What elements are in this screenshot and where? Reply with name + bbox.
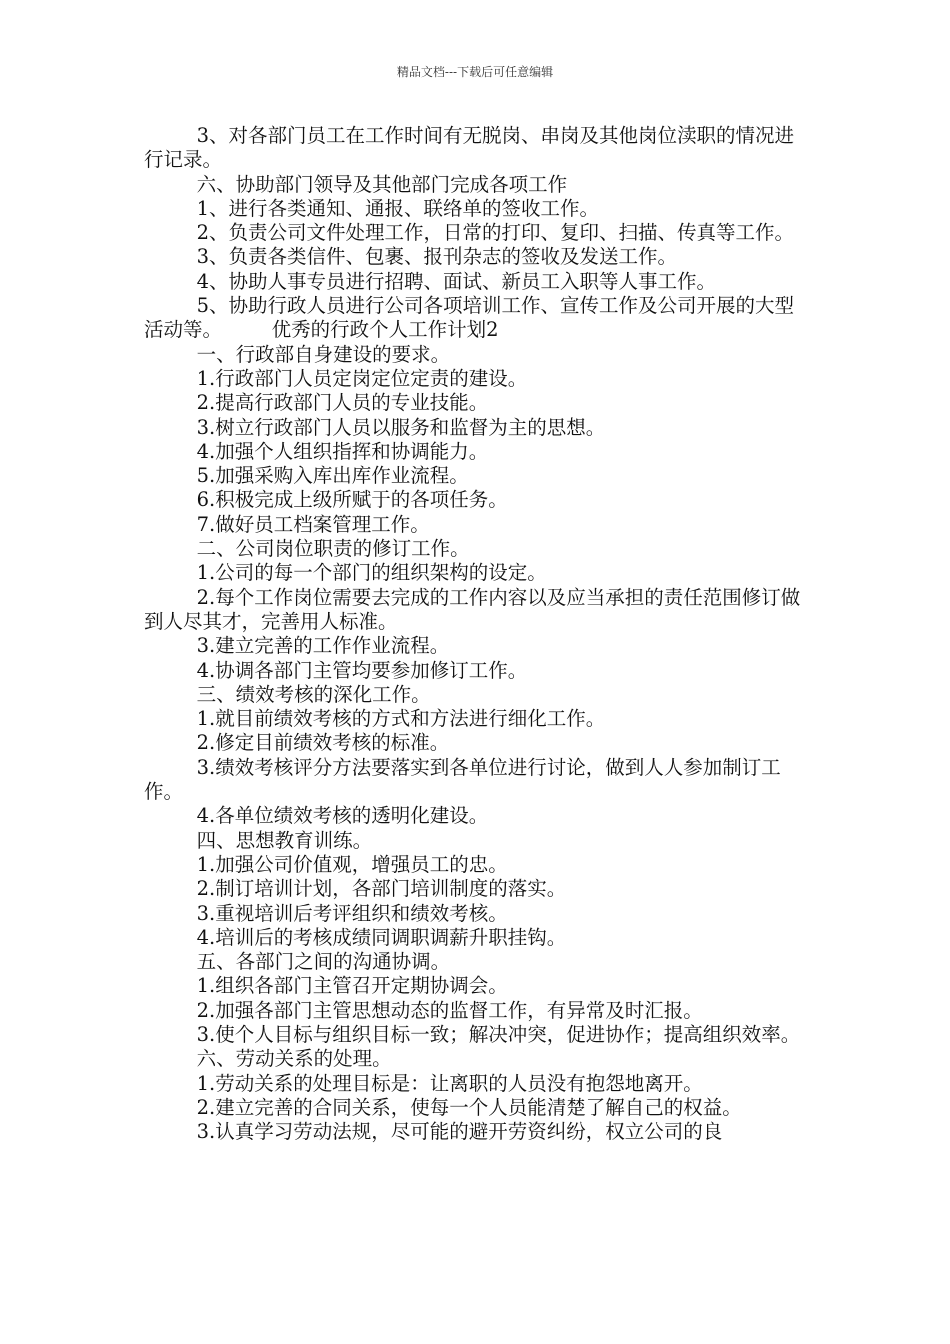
list-item: 1.组织各部门主管召开定期协调会。 bbox=[196, 974, 508, 998]
paragraph: 5、协助行政人员进行公司各项培训工作、宣传工作及公司开展的大型活动等。 优秀的行政个人工作计划2 bbox=[144, 294, 795, 342]
list-item: 2.制订培训计划，各部门培训制度的落实。 bbox=[196, 877, 567, 901]
paragraph: 4、协助人事专员进行招聘、面试、新员工入职等人事工作。 bbox=[196, 269, 717, 293]
list-item: 1.行政部门人员定岗定位定责的建设。 bbox=[196, 366, 528, 390]
list-item: 4.各单位绩效考核的透明化建设。 bbox=[196, 804, 489, 828]
section-heading: 三、绩效考核的深化工作。 bbox=[196, 682, 431, 706]
section-heading: 五、各部门之间的沟通协调。 bbox=[196, 950, 451, 974]
list-item: 2.提高行政部门人员的专业技能。 bbox=[196, 391, 489, 415]
section-heading: 六、劳动关系的处理。 bbox=[196, 1047, 392, 1071]
list-item: 6.积极完成上级所赋于的各项任务。 bbox=[196, 488, 508, 512]
paragraph: 2、负责公司文件处理工作，日常的打印、复印、扫描、传真等工作。 bbox=[196, 221, 795, 245]
list-item: 3.重视培训后考评组织和绩效考核。 bbox=[196, 901, 508, 925]
list-item: 4.培训后的考核成绩同调职调薪升职挂钩。 bbox=[196, 925, 567, 949]
section-heading: 一、行政部自身建设的要求。 bbox=[196, 342, 451, 366]
paragraph: 3、对各部门员工在工作时间有无脱岗、串岗及其他岗位渎职的情况进行记录。 bbox=[144, 124, 795, 172]
list-item: 1.加强公司价值观，增强员工的忠。 bbox=[196, 852, 508, 876]
list-item: 3.认真学习劳动法规，尽可能的避开劳资纠纷，权立公司的良 bbox=[196, 1120, 723, 1144]
list-item: 2.加强各部门主管思想动态的监督工作，有异常及时汇报。 bbox=[196, 998, 703, 1022]
paragraph: 1、进行各类通知、通报、联络单的签收工作。 bbox=[196, 196, 600, 220]
section-heading: 四、思想教育训练。 bbox=[196, 828, 373, 852]
list-item: 3.使个人目标与组织目标一致；解决冲突，促进协作；提高组织效率。 bbox=[196, 1022, 801, 1046]
list-item: 5.加强采购入库出库作业流程。 bbox=[196, 464, 469, 488]
list-item: 7.做好员工档案管理工作。 bbox=[196, 512, 430, 536]
section-heading: 二、公司岗位职责的修订工作。 bbox=[196, 537, 470, 561]
list-item: 2.建立完善的合同关系，使每一个人员能清楚了解自己的权益。 bbox=[196, 1095, 742, 1119]
document-body bbox=[144, 124, 808, 1144]
page-header: 精品文档---下载后可任意编辑 bbox=[396, 65, 554, 79]
list-item: 1.劳动关系的处理目标是：让离职的人员没有抱怨地离开。 bbox=[196, 1071, 703, 1095]
list-item: 3.建立完善的工作作业流程。 bbox=[196, 634, 450, 658]
paragraph: 3、负责各类信件、包裹、报刊杂志的签收及发送工作。 bbox=[196, 245, 678, 269]
list-item: 3.树立行政部门人员以服务和监督为主的思想。 bbox=[196, 415, 606, 439]
list-item: 3.绩效考核评分方法要落实到各单位进行讨论，做到人人参加制订工作。 bbox=[144, 755, 781, 804]
section-heading: 六、协助部门领导及其他部门完成各项工作 bbox=[196, 172, 568, 196]
list-item: 2.修定目前绩效考核的标准。 bbox=[196, 731, 450, 755]
list-item: 1.公司的每一个部门的组织架构的设定。 bbox=[196, 561, 547, 585]
list-item: 2.每个工作岗位需要去完成的工作内容以及应当承担的责任范围修订做到人尽其才，完善用人标准。 bbox=[144, 585, 801, 633]
list-item: 4.加强个人组织指挥和协调能力。 bbox=[196, 439, 489, 463]
list-item: 4.协调各部门主管均要参加修订工作。 bbox=[196, 658, 528, 682]
list-item: 1.就目前绩效考核的方式和方法进行细化工作。 bbox=[196, 707, 606, 731]
